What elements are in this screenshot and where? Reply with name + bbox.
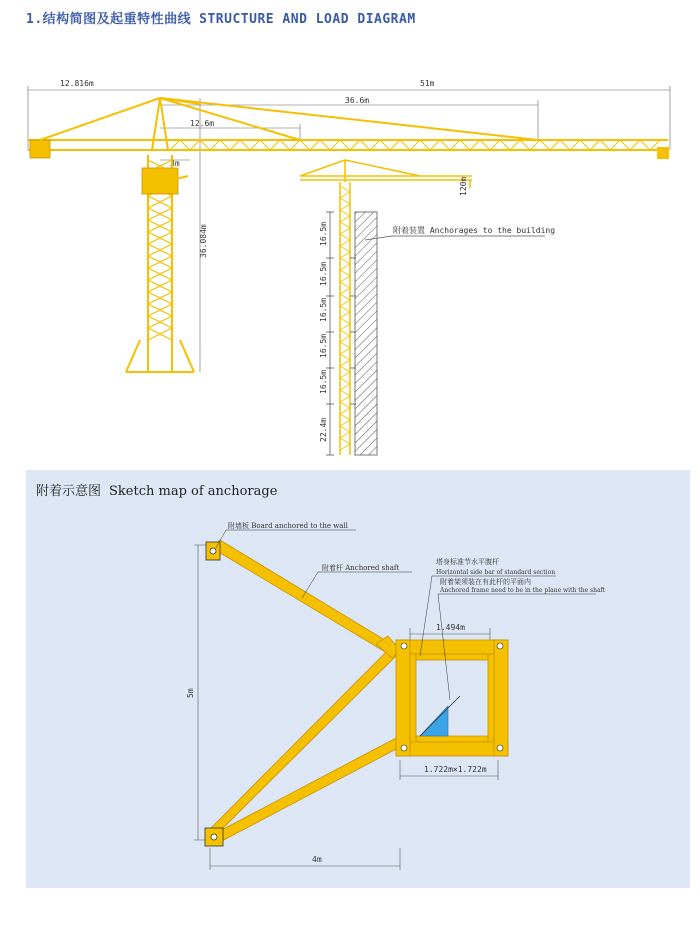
anchored-crane bbox=[300, 160, 555, 455]
jib bbox=[160, 140, 668, 158]
dim-jib-length: 51m bbox=[420, 79, 435, 88]
counter-jib bbox=[28, 140, 160, 158]
tower-head bbox=[40, 98, 538, 150]
section-dim-2: 16.5m bbox=[319, 261, 328, 286]
anchored-mast bbox=[340, 182, 350, 455]
section-dim-4: 16.5m bbox=[319, 333, 328, 358]
anchor-label: 附着装置 Anchorages to the building bbox=[393, 226, 556, 235]
section-dim-5: 16.5m bbox=[319, 369, 328, 394]
shaft-label: 附着杆 Anchored shaft bbox=[322, 564, 400, 572]
title-cn: 1.结构简图及起重特性曲线 bbox=[26, 12, 192, 27]
frame-label-en: Anchored frame need to be in the plane with the shaft bbox=[440, 587, 606, 594]
dim-trolley-span: 36.6m bbox=[345, 96, 370, 105]
sketch-title-en: Sketch map of anchorage bbox=[109, 484, 278, 499]
dim-tie-point: 12.6m bbox=[190, 119, 215, 128]
section-dim-3: 16.5m bbox=[319, 297, 328, 322]
anchored-shafts bbox=[209, 540, 402, 842]
building-wall bbox=[355, 212, 377, 455]
sketch-dim-height: 5m bbox=[186, 688, 195, 698]
dim-counter-jib: 12.816m bbox=[60, 79, 94, 88]
section-dim-1: 16.5m bbox=[319, 221, 328, 246]
dim-offset: 3m bbox=[170, 159, 180, 168]
sketch-dim-bottom: 1.722m×1.722m bbox=[424, 765, 487, 774]
tower-mast bbox=[126, 155, 194, 372]
title-en: STRUCTURE AND LOAD DIAGRAM bbox=[199, 12, 416, 27]
bar-label-cn: 塔身标准节水平腹杆 bbox=[436, 558, 499, 566]
section-dim-6: 22.4m bbox=[319, 417, 328, 442]
main-crane bbox=[28, 79, 670, 372]
sketch-dim-top: 1.494m bbox=[436, 623, 465, 632]
dim-max-height: 120m bbox=[459, 176, 468, 196]
anchored-crane-top bbox=[300, 160, 472, 188]
bar-label-en: Horizontal side bar of standard section bbox=[436, 569, 556, 576]
board-label: 附墙板 Board anchored to the wall bbox=[228, 522, 348, 530]
mast-frame bbox=[396, 640, 508, 756]
wall-boards bbox=[205, 542, 223, 846]
frame-label-cn: 附着架须装在有此杆的平面内 bbox=[440, 578, 531, 586]
sketch-dim-width: 4m bbox=[312, 855, 322, 864]
dim-free-height: 36.084m bbox=[199, 224, 208, 258]
anchorage-sketch bbox=[186, 521, 606, 870]
sketch-title-cn: 附着示意图 bbox=[36, 484, 102, 499]
